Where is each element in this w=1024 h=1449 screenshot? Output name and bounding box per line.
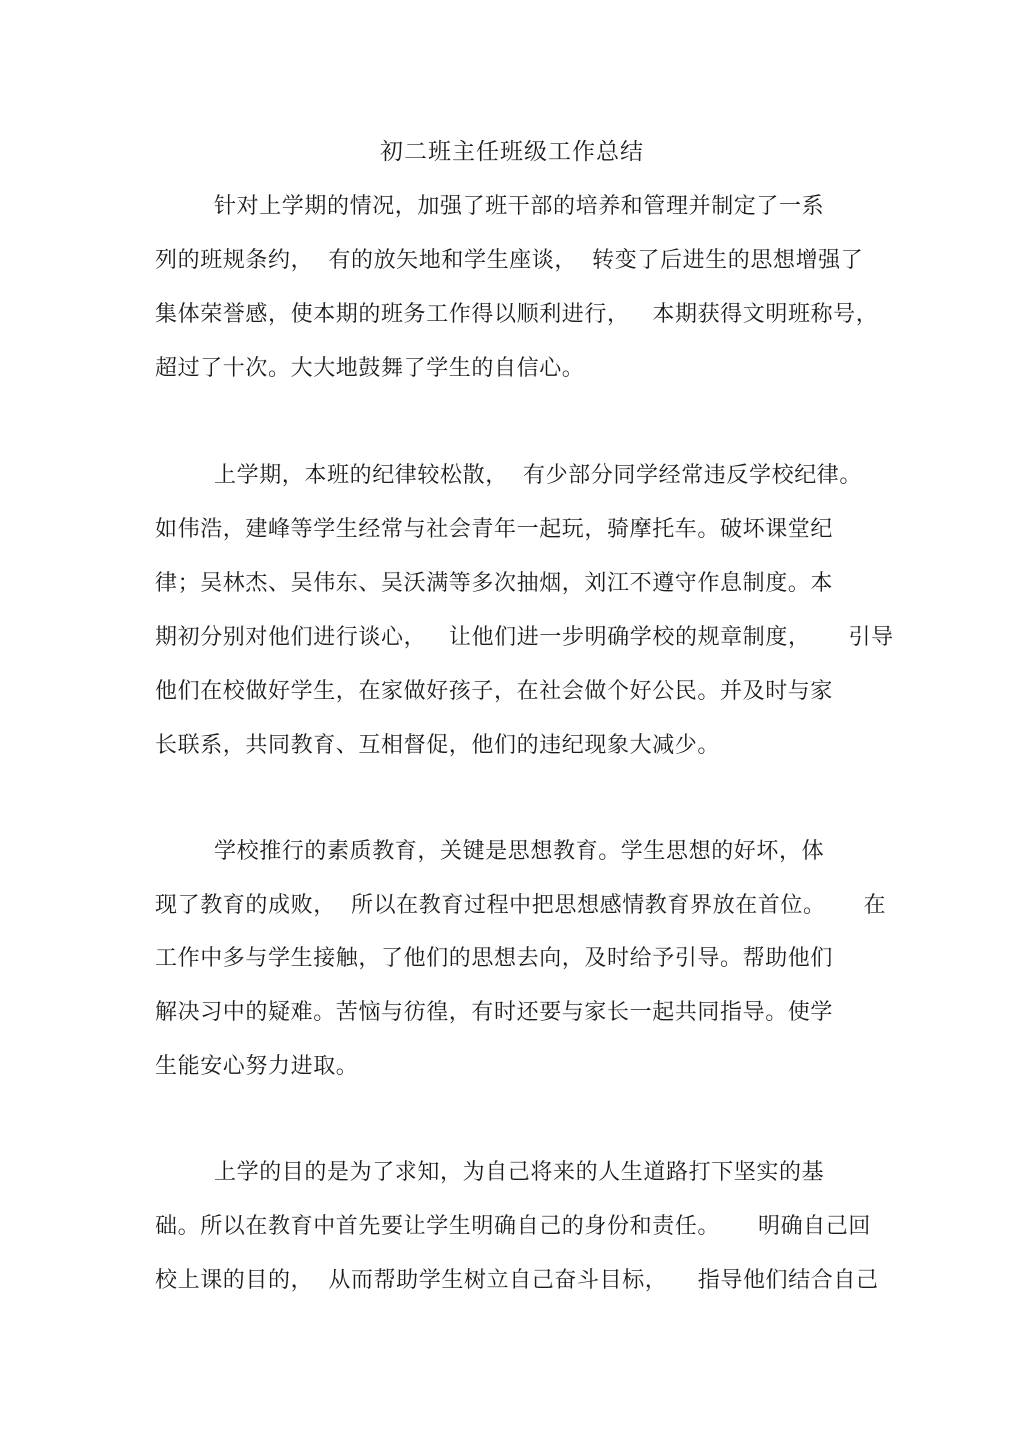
paragraph-1-line-1: 针对上学期的情况，加强了班干部的培养和管理并制定了一系 <box>214 194 825 219</box>
document-title: 初二班主任班级工作总结 <box>380 139 644 165</box>
paragraph-2-line-2: 如伟浩，建峰等学生经常与社会青年一起玩，骑摩托车。破坏课堂纪 <box>155 517 834 542</box>
paragraph-3-line-2: 现了教育的成败， 所以在教育过程中把思想感情教育界放在首位。 在 <box>155 893 887 918</box>
paragraph-2-line-6: 长联系，共同教育、互相督促，他们的违纪现象大减少。 <box>155 733 721 758</box>
paragraph-3-line-1: 学校推行的素质教育，关键是思想教育。学生思想的好坏，体 <box>214 839 825 864</box>
paragraph-3-line-3: 工作中多与学生接触，了他们的思想去向，及时给予引导。帮助他们 <box>155 946 834 971</box>
paragraph-2-line-1: 上学期，本班的纪律较松散， 有少部分同学经常违反学校纪律。 <box>214 463 862 488</box>
paragraph-2-line-3: 律；吴林杰、吴伟东、吴沃满等多次抽烟，刘江不遵守作息制度。本 <box>155 571 834 596</box>
paragraph-3-line-4: 解决习中的疑难。苦恼与彷徨，有时还要与家长一起共同指导。使学 <box>155 1000 834 1025</box>
paragraph-4-line-1: 上学的目的是为了求知，为自己将来的人生道路打下坚实的基 <box>214 1160 825 1185</box>
paragraph-4-line-3: 校上课的目的， 从而帮助学生树立自己奋斗目标， 指导他们结合自己 <box>155 1268 879 1293</box>
paragraph-1-line-3: 集体荣誉感，使本期的班务工作得以顺利进行， 本期获得文明班称号， <box>155 302 879 327</box>
paragraph-1-line-4: 超过了十次。大大地鼓舞了学生的自信心。 <box>155 356 585 381</box>
paragraph-1-line-2: 列的班规条约， 有的放矢地和学生座谈， 转变了后进生的思想增强了 <box>155 248 864 273</box>
paragraph-4-line-2: 础。所以在教育中首先要让学生明确自己的身份和责任。 明确自己回 <box>155 1214 871 1239</box>
paragraph-2-line-4: 期初分别对他们进行谈心， 让他们进一步明确学校的规章制度， 引导 <box>155 625 894 650</box>
paragraph-3-line-5: 生能安心努力进取。 <box>155 1054 359 1079</box>
paragraph-2-line-5: 他们在校做好学生，在家做好孩子，在社会做个好公民。并及时与家 <box>155 679 834 704</box>
